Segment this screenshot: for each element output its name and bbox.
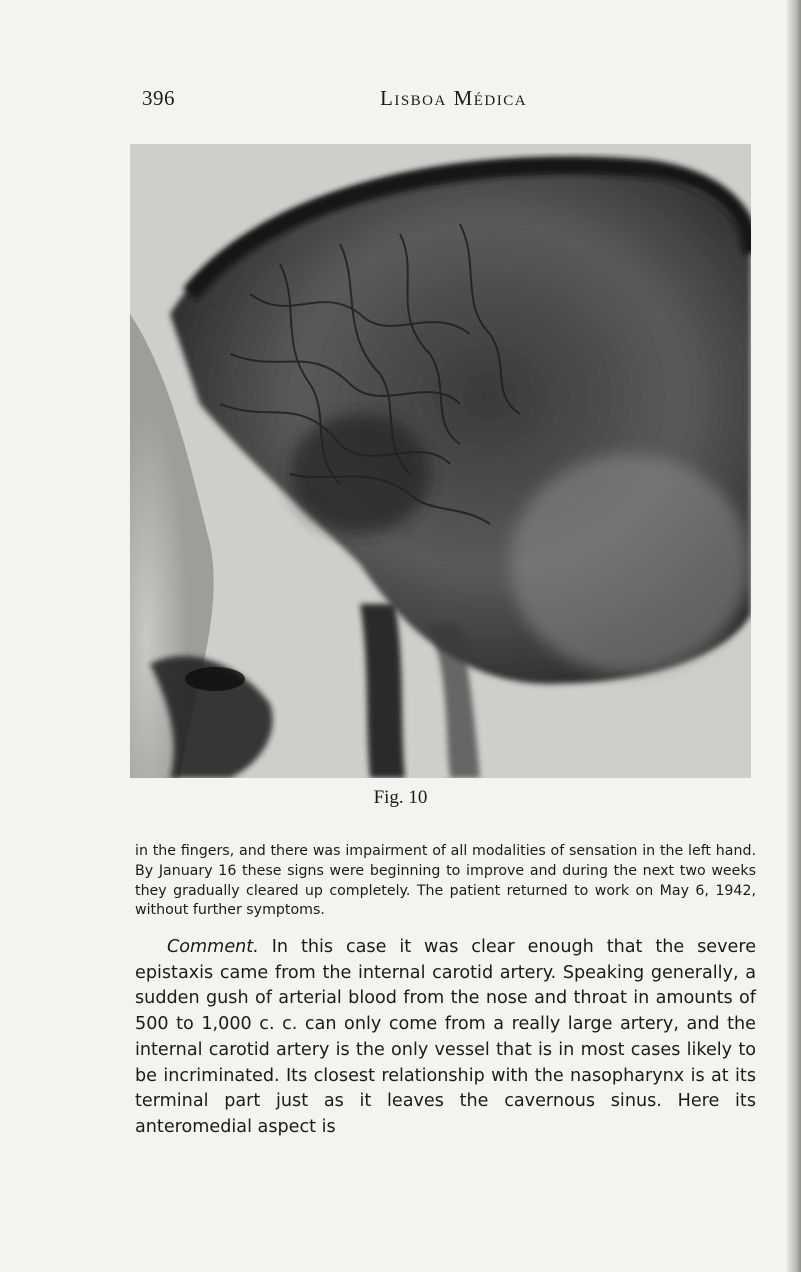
page-edge-shadow — [787, 0, 801, 1272]
paragraph-2 — [135, 935, 756, 1141]
running-title: Lisboa Médica — [380, 86, 528, 110]
comment-label: Comment. — [167, 937, 259, 957]
paragraph-2-text: In this case it was clear enough that the severe epistaxis came from the internal carotid artery. Speaking generally, a sudden gush of arterial blood from the nose and throat in amounts of 500 to 1,000 c. c. can only come from a really large artery, and the internal carotid artery is the only vessel that is in most cases likely to be incriminated. Its closest relationship with the nasopharynx is at its terminal part just as it leaves the cavernous sinus. Here its anteromedial aspect is — [135, 937, 757, 1137]
paragraph-1: in the fingers, and there was impairment of all modalities of sensation in the left hand. By January 16 these signs were beginning to improve and during the next two weeks they gradually cleared up completely. The patient returned to work on May 6, 1942, without further symptoms. — [135, 843, 756, 919]
xray-figure — [130, 144, 751, 778]
page-header — [142, 86, 754, 116]
figure-caption: Fig. 10 — [373, 787, 428, 808]
page-number: 396 — [142, 86, 175, 110]
xray-image — [130, 144, 751, 778]
